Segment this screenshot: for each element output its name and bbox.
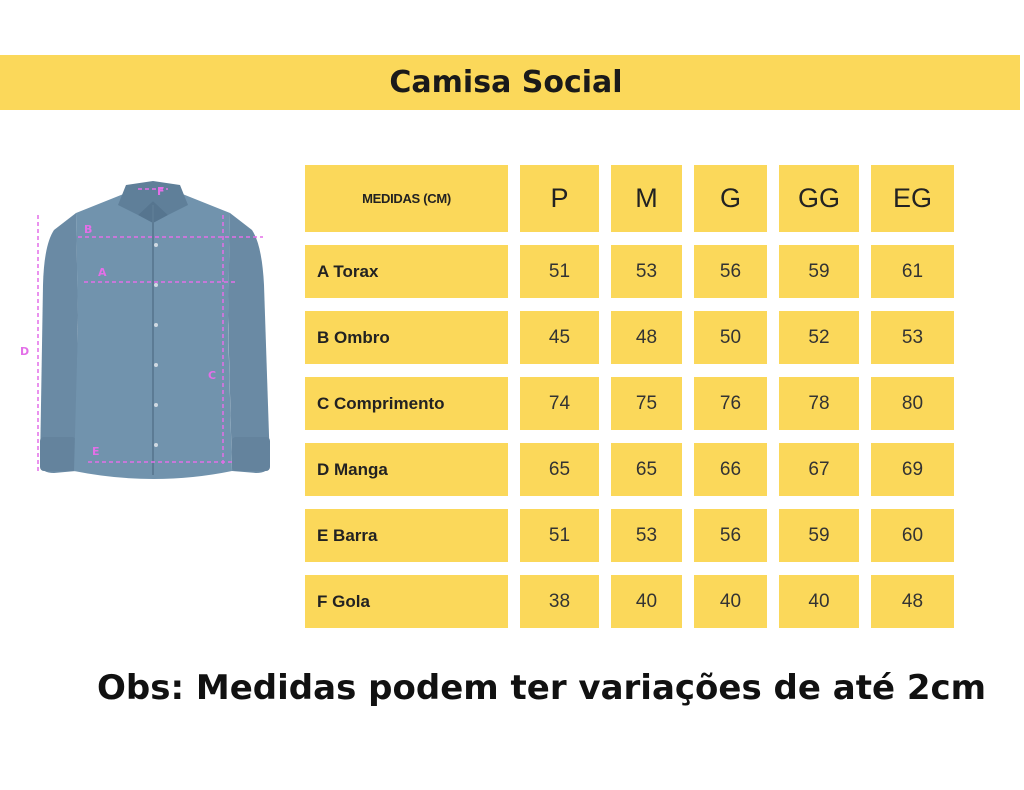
table-cell: 45 xyxy=(520,311,599,364)
marker-a: A xyxy=(98,266,107,279)
size-header-eg: EG xyxy=(871,165,954,232)
table-cell: 53 xyxy=(871,311,954,364)
table-cell: 56 xyxy=(694,509,767,562)
marker-c: C xyxy=(208,369,217,382)
size-header-m: M xyxy=(611,165,682,232)
row-label-ombro: B Ombro xyxy=(305,311,508,364)
table-cell: 66 xyxy=(694,443,767,496)
table-head-label: MEDIDAS (CM) xyxy=(305,165,508,232)
size-header-p: P xyxy=(520,165,599,232)
table-cell: 52 xyxy=(779,311,859,364)
row-label-gola: F Gola xyxy=(305,575,508,628)
table-cell: 40 xyxy=(611,575,682,628)
page-title: Camisa Social xyxy=(389,65,623,100)
table-cell: 61 xyxy=(871,245,954,298)
table-cell: 59 xyxy=(779,509,859,562)
marker-f: F xyxy=(157,185,165,198)
table-cell: 40 xyxy=(779,575,859,628)
row-label-torax: A Torax xyxy=(305,245,508,298)
shirt-illustration xyxy=(18,175,288,490)
size-header-g: G xyxy=(694,165,767,232)
row-label-comprimento: C Comprimento xyxy=(305,377,508,430)
table-cell: 51 xyxy=(520,245,599,298)
table-cell: 56 xyxy=(694,245,767,298)
table-cell: 80 xyxy=(871,377,954,430)
table-cell: 50 xyxy=(694,311,767,364)
row-label-manga: D Manga xyxy=(305,443,508,496)
table-cell: 69 xyxy=(871,443,954,496)
observation-note: Obs: Medidas podem ter variações de até 2cm xyxy=(97,668,987,708)
title-banner xyxy=(0,55,1020,110)
marker-e: E xyxy=(92,445,100,458)
table-cell: 59 xyxy=(779,245,859,298)
table-cell: 40 xyxy=(694,575,767,628)
shirt-icon xyxy=(18,175,288,490)
table-cell: 53 xyxy=(611,245,682,298)
table-cell: 51 xyxy=(520,509,599,562)
table-cell: 48 xyxy=(611,311,682,364)
row-label-barra: E Barra xyxy=(305,509,508,562)
marker-d: D xyxy=(20,345,30,358)
table-cell: 74 xyxy=(520,377,599,430)
table-cell: 53 xyxy=(611,509,682,562)
table-cell: 67 xyxy=(779,443,859,496)
table-cell: 75 xyxy=(611,377,682,430)
table-cell: 38 xyxy=(520,575,599,628)
table-cell: 60 xyxy=(871,509,954,562)
table-cell: 76 xyxy=(694,377,767,430)
table-cell: 48 xyxy=(871,575,954,628)
size-table xyxy=(305,165,954,628)
table-cell: 65 xyxy=(520,443,599,496)
table-cell: 78 xyxy=(779,377,859,430)
size-header-gg: GG xyxy=(779,165,859,232)
table-cell: 65 xyxy=(611,443,682,496)
marker-b: B xyxy=(84,223,93,236)
